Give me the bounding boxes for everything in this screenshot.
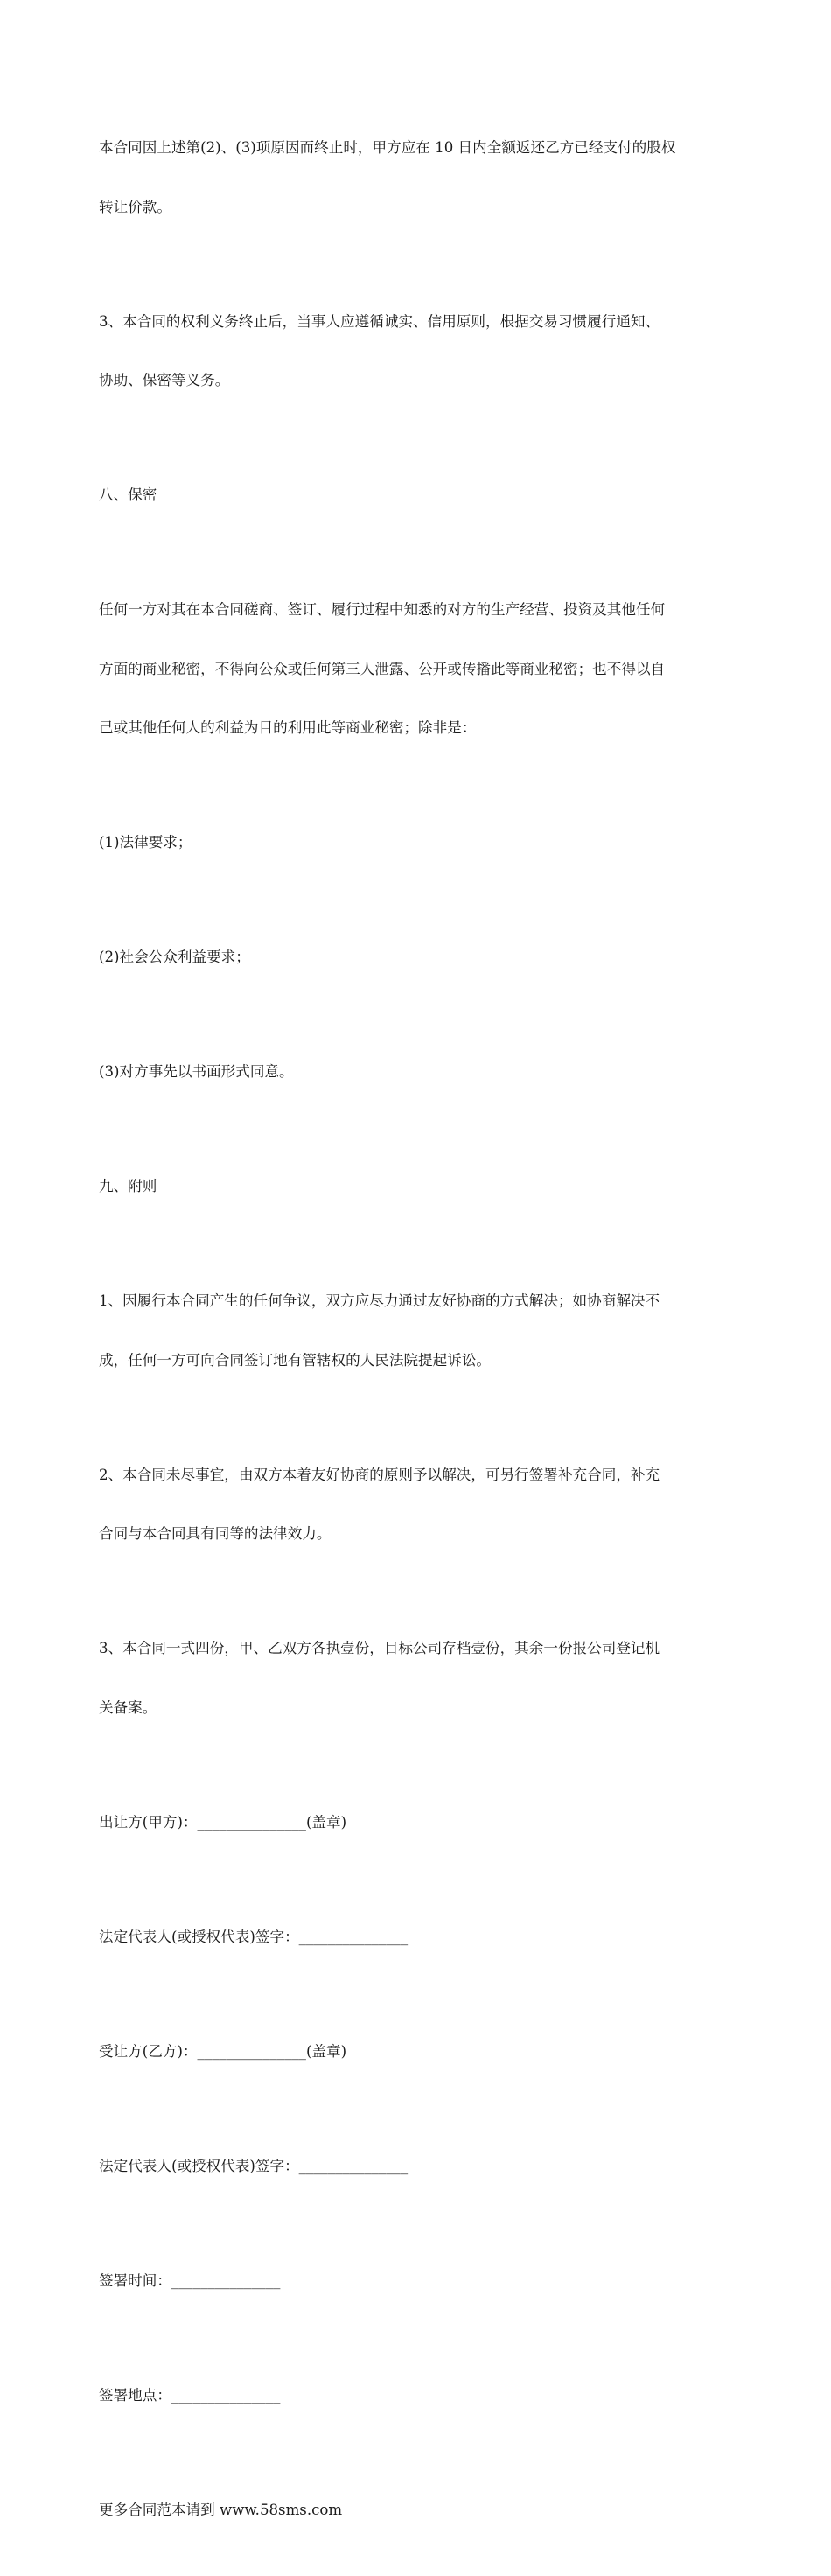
text-line: 1、因履行本合同产生的任何争议，双方应尽力通过友好协商的方式解决；如协商解决不 xyxy=(99,1292,660,1309)
text-line: (2)社会公众利益要求； xyxy=(99,948,250,965)
signature-line: 出让方(甲方)：_______________(盖章) xyxy=(99,1813,347,1830)
text-line: (3)对方事先以书面形式同意。 xyxy=(99,1063,294,1080)
signature-line: 受让方(乙方)：_______________(盖章) xyxy=(99,2042,347,2060)
section-heading: 九、附则 xyxy=(99,1178,157,1194)
signing-place xyxy=(99,2347,737,2446)
text-line: 协助、保密等义务。 xyxy=(99,372,230,388)
signature-line: 签署时间：_______________ xyxy=(99,2272,281,2289)
footer-more-templates xyxy=(99,2461,737,2560)
signature-line: 法定代表人(或授权代表)签字：_______________ xyxy=(99,2157,409,2174)
list-item-legal-requirement xyxy=(99,794,737,892)
text-line: 2、本合同未尽事宜，由双方本着友好协商的原则予以解决，可另行签署补充合同，补充 xyxy=(99,1466,660,1483)
signing-date xyxy=(99,2232,737,2331)
text-line: 3、本合同的权利义务终止后，当事人应遵循诚实、信用原则，根据交易习惯履行通知、 xyxy=(99,312,660,330)
text-line: 任何一方对其在本合同磋商、签订、履行过程中知悉的对方的生产经营、投资及其他任何 xyxy=(99,601,666,618)
paragraph-refund-on-termination xyxy=(99,99,737,256)
text-line: 成，任何一方可向合同签订地有管辖权的人民法院提起诉讼。 xyxy=(99,1351,492,1368)
signature-transferor xyxy=(99,1774,737,1872)
signature-line: 法定代表人(或授权代表)签字：_______________ xyxy=(99,1928,409,1945)
signature-transferee-representative xyxy=(99,2118,737,2216)
signature-transferee xyxy=(99,2003,737,2102)
text-line: 3、本合同一式四份，甲、乙双方各执壹份，目标公司存档壹份，其余一份报公司登记机 xyxy=(99,1640,660,1656)
text-line: 关备案。 xyxy=(99,1698,157,1716)
document-body xyxy=(99,99,737,2576)
paragraph-post-termination-duties xyxy=(99,273,737,430)
section-heading-confidentiality xyxy=(99,446,737,545)
signature-line: 签署地点：_______________ xyxy=(99,2386,281,2404)
section-heading-supplementary xyxy=(99,1138,737,1236)
paragraph-confidentiality-clause xyxy=(99,561,737,778)
text-line: 本合同因上述第(2)、(3)项原因而终止时，甲方应在 10 日内全额返还乙方已经支付的股权 xyxy=(99,139,676,156)
text-line: 转让价款。 xyxy=(99,198,171,215)
footer-text: 更多合同范本请到 www.58sms.com xyxy=(99,2501,343,2518)
text-line: 己或其他任何人的利益为目的利用此等商业秘密；除非是： xyxy=(99,719,477,736)
list-item-written-consent xyxy=(99,1023,737,1122)
section-heading: 八、保密 xyxy=(99,486,157,503)
paragraph-copies xyxy=(99,1600,737,1757)
list-item-public-interest xyxy=(99,908,737,1007)
text-line: (1)法律要求； xyxy=(99,834,192,850)
signature-transferor-representative xyxy=(99,1888,737,1987)
text-line: 合同与本合同具有同等的法律效力。 xyxy=(99,1525,332,1542)
paragraph-dispute-resolution xyxy=(99,1252,737,1410)
paragraph-unresolved-matters xyxy=(99,1426,737,1584)
text-line: 方面的商业秘密，不得向公众或任何第三人泄露、公开或传播此等商业秘密；也不得以自 xyxy=(99,660,666,677)
